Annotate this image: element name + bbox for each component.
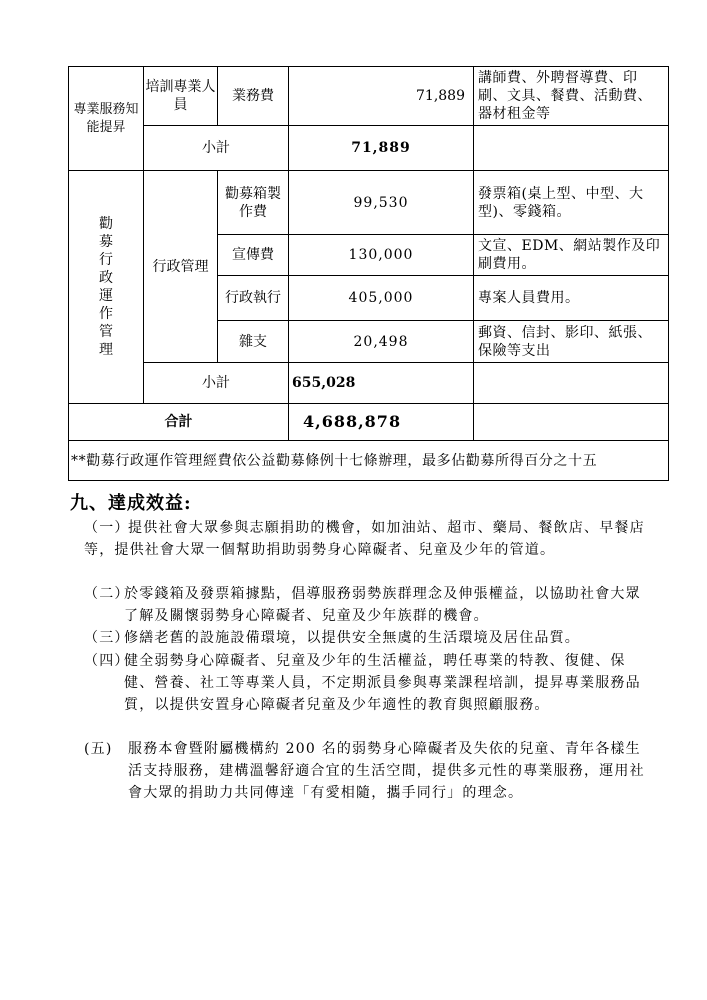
empty-cell xyxy=(474,363,669,404)
subcategory-cell: 培訓專業人員 xyxy=(144,67,218,126)
item-text: 修繕老舊的設施設備環境，以提供安全無虞的生活環境及居住品質。 xyxy=(124,630,580,646)
list-item xyxy=(84,650,646,716)
item-cell: 雜支 xyxy=(218,321,289,363)
table-row xyxy=(69,441,669,481)
category-char: 運 xyxy=(99,288,113,304)
item-label: （一） xyxy=(84,520,130,536)
subtotal-value: 655,028 xyxy=(289,363,474,404)
total-value: 4,688,878 xyxy=(289,404,474,441)
item-text: 提供社會大眾參與志願捐助的機會，如加油站、超市、藥局、餐飲店、早餐店等，提供社會大眾一個幫助捐助弱勢身心障礙者、兒童及少年的管道。 xyxy=(84,520,645,558)
table-row xyxy=(69,363,669,404)
table-row xyxy=(69,67,669,126)
note-cell: 專案人員費用。 xyxy=(474,276,669,321)
item-cell: 行政執行 xyxy=(218,276,289,321)
subtotal-label: 小計 xyxy=(144,126,289,171)
category-char: 行 xyxy=(99,252,113,268)
item-label: （二） xyxy=(84,586,130,602)
category-char: 政 xyxy=(99,270,113,286)
table-row xyxy=(69,404,669,441)
item-label: （三） xyxy=(84,630,130,646)
note-cell: 講師費、外聘督導費、印刷、文具、餐費、活動費、器材租金等 xyxy=(474,67,669,126)
item-text: 健全弱勢身心障礙者、兒童及少年的生活權益，聘任專業的特教、復健、保健、營養、社工等專業人員，不定期派員參與專業課程培訓，提昇專業服務品質，以提供安置身心障礙者兒童及少年適性的教育與照顧服務。 xyxy=(124,653,641,713)
category-cell xyxy=(69,171,144,404)
amount-cell: 20,498 xyxy=(289,321,474,363)
category-char: 作 xyxy=(99,306,113,322)
note-cell: 文宣、EDM、網站製作及印刷費用。 xyxy=(474,235,669,276)
category-cell: 專業服務知能提昇 xyxy=(69,67,144,171)
item-cell: 宣傳費 xyxy=(218,235,289,276)
amount-cell: 99,530 xyxy=(289,171,474,235)
category-char: 理 xyxy=(99,342,113,358)
list-item xyxy=(84,627,658,649)
empty-cell xyxy=(474,126,669,171)
total-label: 合計 xyxy=(69,404,289,441)
budget-table xyxy=(68,66,669,481)
amount-cell: 405,000 xyxy=(289,276,474,321)
category-char: 募 xyxy=(99,234,113,250)
amount-cell: 130,000 xyxy=(289,235,474,276)
category-char: 勸 xyxy=(99,216,113,232)
table-row xyxy=(69,171,669,235)
item-text: 服務本會暨附屬機構約 200 名的弱勢身心障礙者及失依的兒童、青年各樣生活支持服務，建構溫馨舒適合宜的生活空間，提供多元性的專業服務，運用社會大眾的捐助力共同傳達「有愛相隨，攜手同行」的理念。 xyxy=(128,741,645,801)
item-text: 於零錢箱及發票箱據點，倡導服務弱勢族群理念及伸張權益，以協助社會大眾了解及關懷弱勢身心障礙者、兒童及少年族群的機會。 xyxy=(124,586,641,624)
item-label: (五) xyxy=(84,741,113,757)
footnote: **勸募行政運作管理經費依公益勸募條例十七條辦理，最多佔勸募所得百分之十五 xyxy=(69,441,669,481)
item-cell: 勸募箱製作費 xyxy=(218,171,289,235)
empty-cell xyxy=(474,404,669,441)
list-item xyxy=(84,517,646,561)
table-row xyxy=(69,126,669,171)
subcategory-cell: 行政管理 xyxy=(144,171,218,363)
subtotal-value: 71,889 xyxy=(289,126,474,171)
category-char: 管 xyxy=(99,324,113,340)
amount-cell: 71,889 xyxy=(289,67,474,126)
subtotal-label: 小計 xyxy=(144,363,289,404)
note-cell: 發票箱(桌上型、中型、大型)、零錢箱。 xyxy=(474,171,669,235)
list-item xyxy=(84,738,646,804)
note-cell: 郵資、信封、影印、紙張、保險等支出 xyxy=(474,321,669,363)
list-item xyxy=(84,583,646,627)
item-label: （四） xyxy=(84,653,130,669)
item-cell: 業務費 xyxy=(218,67,289,126)
section-title: 九、達成效益: xyxy=(70,493,192,514)
